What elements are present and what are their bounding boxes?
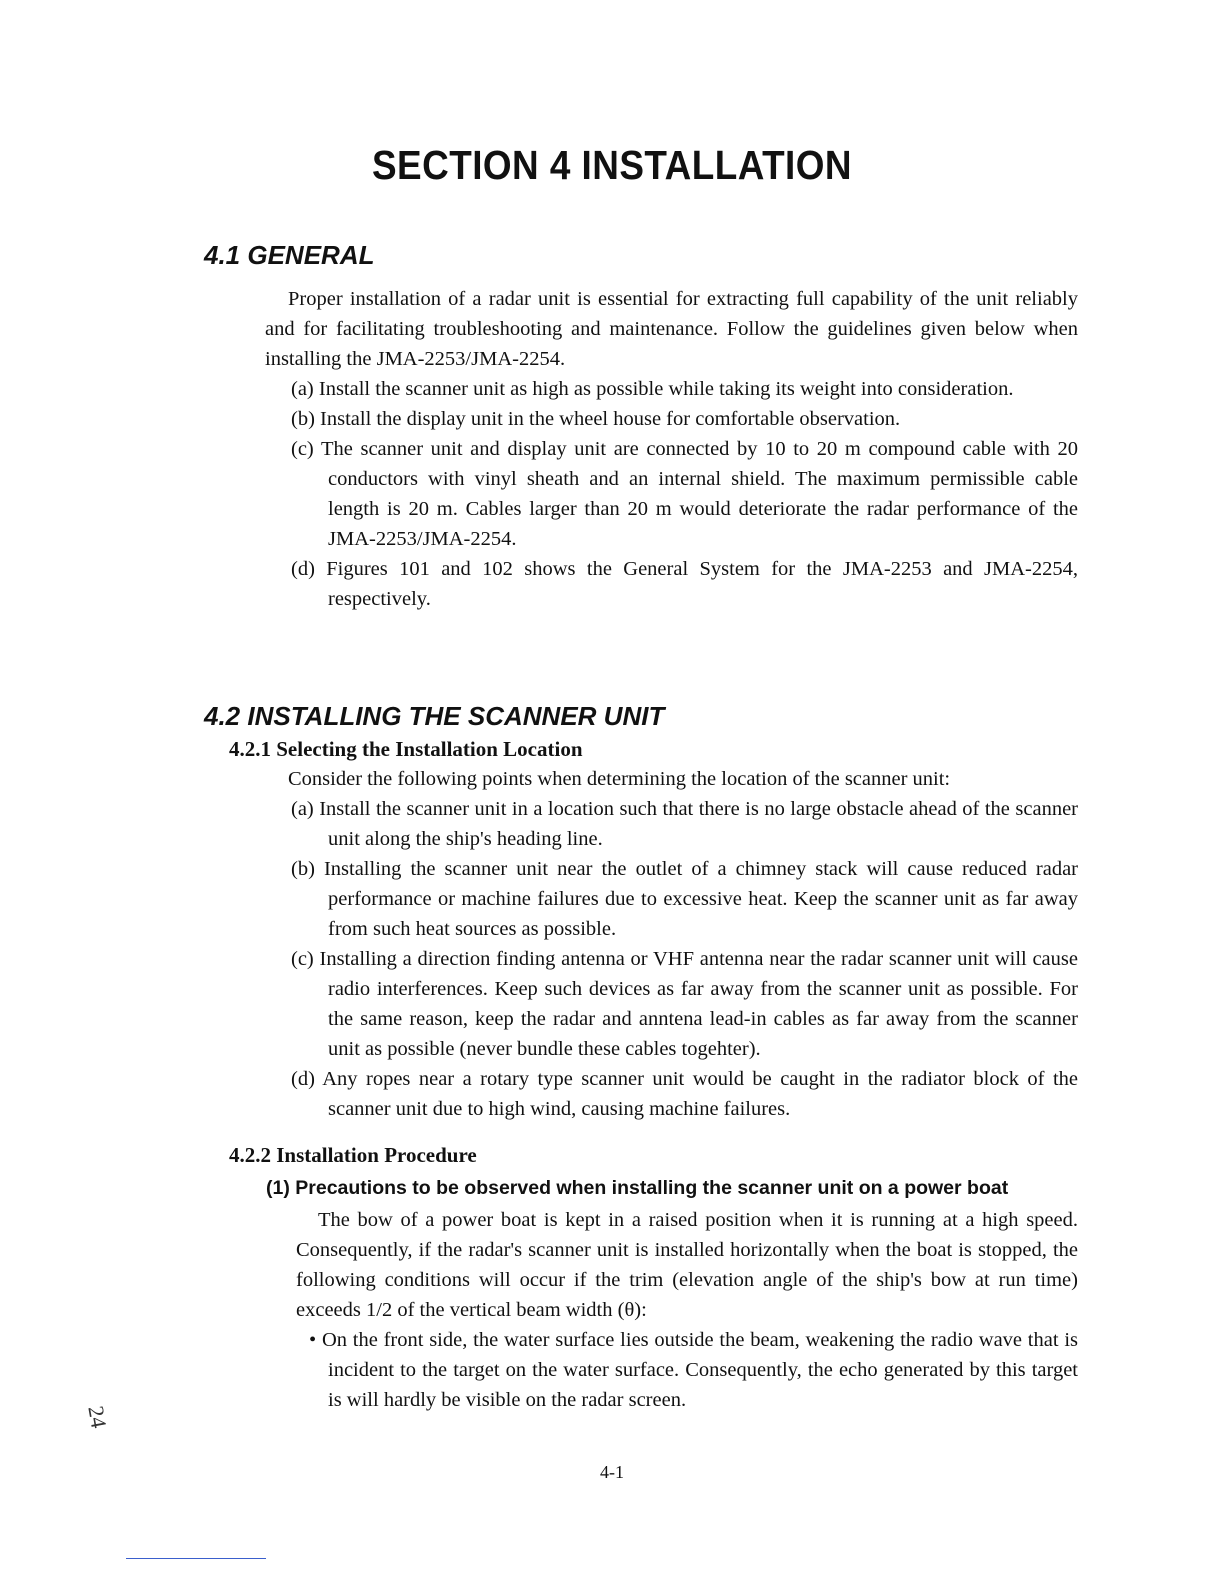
general-intro-paragraph: Proper installation of a radar unit is essential for extracting full capability of the unit reliably and for facilitating troubleshooting and maintenance. Follow the guidelines given below when installing the JMA-2253/JMA-2254.: [265, 288, 1078, 370]
margin-handwritten-mark: 24: [83, 1403, 112, 1430]
list-item: (a) Install the scanner unit in a location such that there is no large obstacle ahead of the scanner unit along the ship's heading line.: [291, 798, 1078, 850]
list-item: (c) Installing a direction finding antenna or VHF antenna near the radar scanner unit will cause radio interferences. Keep such devices as far away from the scanner unit as possible. For the same reason, keep the radar and anntena lead-in cables as far away from the scanner unit as possible (never bundle these cables togehter).: [291, 948, 1078, 1060]
list-item: (d) Any ropes near a rotary type scanner unit would be caught in the radiator block of the scanner unit due to high wind, causing machine failures.: [291, 1068, 1078, 1120]
section-heading-general: 4.1 GENERAL: [204, 240, 375, 270]
precautions-bullet-list: [309, 1325, 1078, 1415]
precautions-heading: (1) Precautions to be observed when installing the scanner unit on a power boat: [266, 1177, 1009, 1199]
general-guidelines-list: [291, 374, 1078, 614]
list-item: (b) Installing the scanner unit near the outlet of a chimney stack will cause reduced radar performance or machine failures due to excessive heat. Keep the scanner unit as far away from such heat sources as possible.: [291, 858, 1078, 940]
location-points-list: [291, 794, 1078, 1124]
subsection-heading-location: 4.2.1 Selecting the Installation Location: [229, 737, 583, 761]
bottom-divider: [126, 1558, 266, 1559]
section-heading-installing-scanner: 4.2 INSTALLING THE SCANNER UNIT: [204, 701, 665, 731]
location-intro-paragraph: Consider the following points when determining the location of the scanner unit:: [288, 768, 951, 790]
list-item: (c) The scanner unit and display unit are connected by 10 to 20 m compound cable with 20 conductors with vinyl sheath and an internal shield. The maximum permissible cable length is 20 m. Cables larger than 20 m would deteriorate the radar performance of the JMA-2253/JMA-2254.: [291, 438, 1078, 550]
list-item: (d) Figures 101 and 102 shows the General System for the JMA-2253 and JMA-2254, respectively.: [291, 558, 1078, 610]
list-item: (b) Install the display unit in the wheel house for comfortable observation.: [291, 408, 901, 430]
subsection-heading-procedure: 4.2.2 Installation Procedure: [229, 1143, 477, 1167]
precautions-paragraph: The bow of a power boat is kept in a raised position when it is running at a high speed. Consequently, if the radar's scanner unit is installed horizontally when the boat is stopped, the following conditions will occur if the trim (elevation angle of the ship's bow at run time) exceeds 1/2 of the vertical beam width (θ):: [296, 1209, 1078, 1321]
list-item: (a) Install the scanner unit as high as possible while taking its weight into consideration.: [291, 378, 1014, 400]
page-title: SECTION 4 INSTALLATION: [371, 142, 853, 188]
list-item: • On the front side, the water surface lies outside the beam, weakening the radio wave that is incident to the target on the water surface. Consequently, the echo generated by this target is will hardly be visible on the radar screen.: [309, 1329, 1078, 1411]
page-number: 4-1: [600, 1462, 624, 1482]
